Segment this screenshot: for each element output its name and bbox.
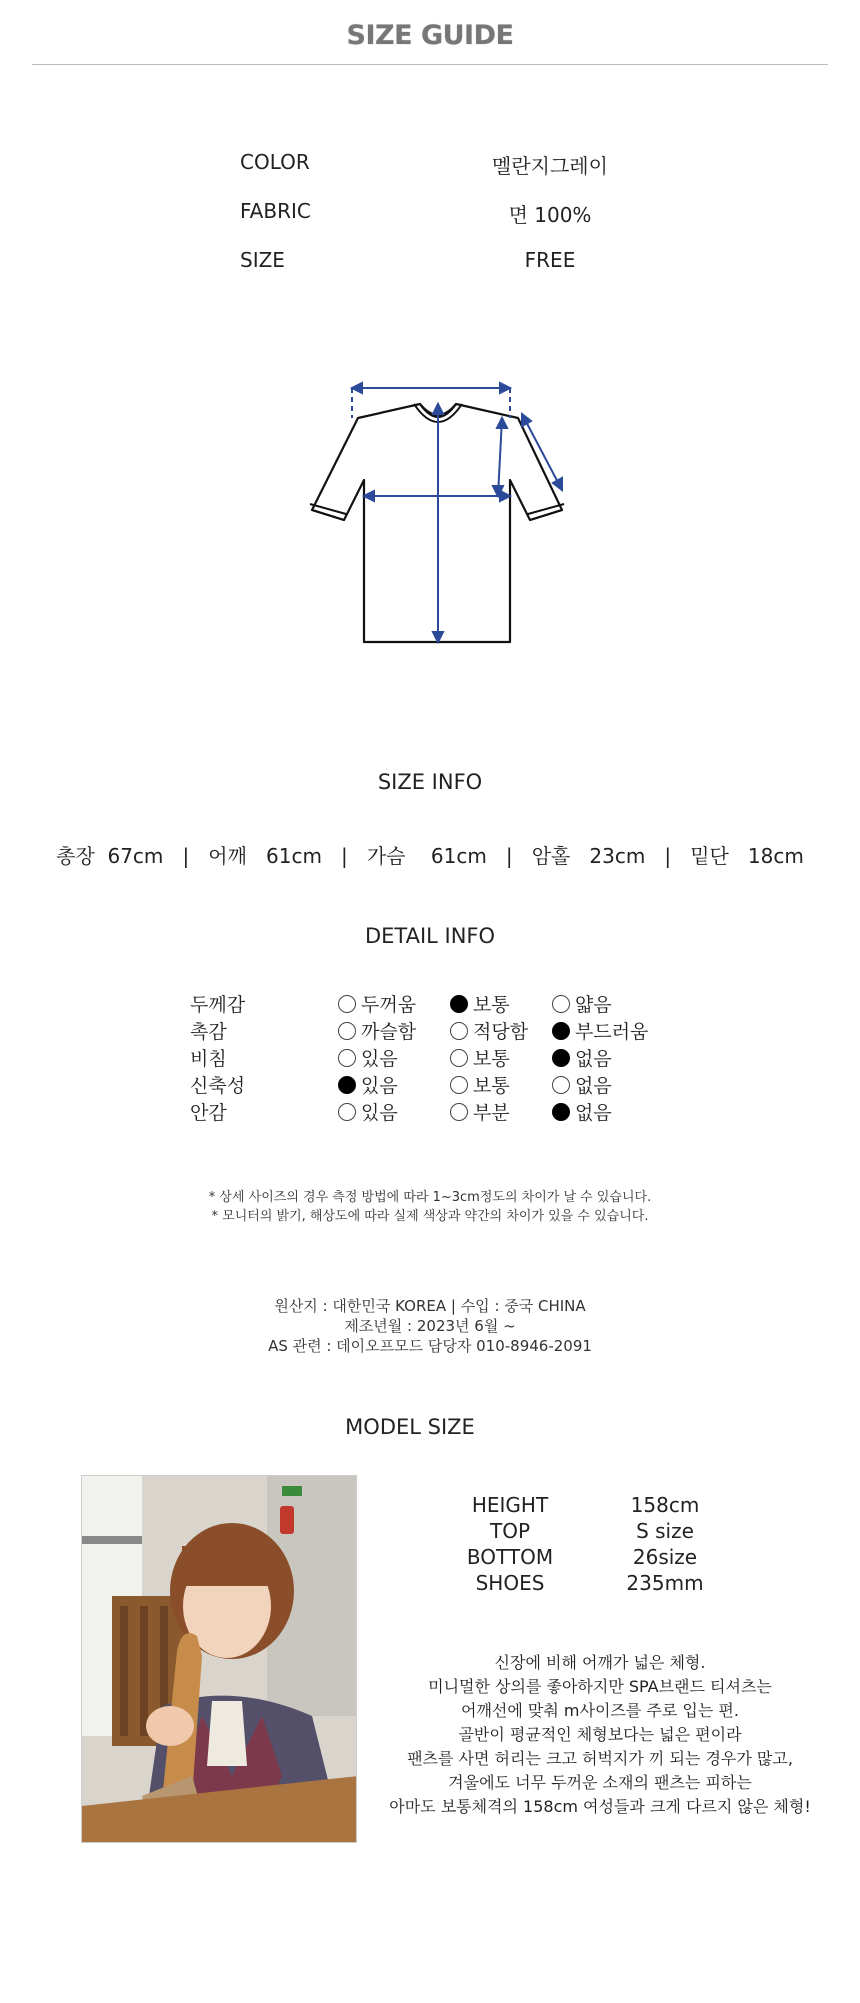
origin-country: 원산지 : 대한민국 KOREA | 수입 : 중국 CHINA [274,1297,586,1315]
size-info-title: SIZE INFO [377,770,483,794]
detail-option-label: 있음 [361,1075,398,1097]
model-photo [81,1475,357,1843]
detail-option-label: 부분 [473,1102,510,1124]
detail-option-label: 보통 [473,1048,510,1070]
detail-option [450,990,510,1017]
detail-option [450,1044,510,1071]
detail-option [552,990,612,1017]
spec-label-fabric: FABRIC [240,199,311,223]
spec-value-size: FREE [524,248,576,272]
detail-option-label: 보통 [473,1075,510,1097]
radio-empty-icon [338,995,356,1013]
detail-option [338,1017,416,1044]
radio-empty-icon [450,1022,468,1040]
manufacture-date: 제조년월 : 2023년 6월 ~ [344,1317,516,1335]
spec-value-color: 멜란지그레이 [492,154,608,178]
detail-option [552,1071,612,1098]
detail-label: 신축성 [190,1075,246,1097]
detail-option-label: 없음 [575,1048,612,1070]
detail-option-label: 없음 [575,1102,612,1124]
detail-label: 촉감 [190,1021,227,1043]
radio-empty-icon [450,1103,468,1121]
detail-option [338,1044,398,1071]
note-measurement: * 상세 사이즈의 경우 측정 방법에 따라 1~3cm정도의 차이가 날 수 있습니다. [208,1190,652,1205]
detail-option [450,1071,510,1098]
detail-label: 두께감 [190,994,246,1016]
detail-option-label: 없음 [575,1075,612,1097]
model-size-title: MODEL SIZE [345,1415,475,1439]
detail-label: 안감 [190,1102,227,1124]
detail-option [552,1044,612,1071]
note-monitor: * 모니터의 밝기, 해상도에 따라 실제 색상과 약간의 차이가 있을 수 있습니다. [211,1209,649,1224]
detail-option-label: 적당함 [473,1021,529,1043]
radio-empty-icon [450,1049,468,1067]
model-stat-bottom-label: BOTTOM [466,1545,554,1569]
radio-empty-icon [338,1103,356,1121]
tshirt-measurement-diagram [300,370,590,650]
model-description-line: 겨울에도 너무 두꺼운 소재의 팬츠는 피하는 [448,1773,752,1792]
radio-empty-icon [338,1049,356,1067]
model-description-line: 어깨선에 맞춰 m사이즈를 주로 입는 편. [461,1701,739,1720]
detail-option-label: 두꺼움 [361,994,417,1016]
spec-value-fabric: 면 100% [508,203,592,227]
detail-option [552,1017,648,1044]
model-photo-image [82,1476,357,1843]
detail-option [338,1071,398,1098]
radio-filled-icon [552,1022,570,1040]
model-stat-shoes-label: SHOES [475,1571,545,1595]
detail-option-label: 까슬함 [361,1021,417,1043]
model-stat-top-label: TOP [489,1519,531,1543]
detail-info-title: DETAIL INFO [364,924,496,948]
detail-option [450,1098,510,1125]
radio-empty-icon [552,1076,570,1094]
model-description-line: 팬츠를 사면 허리는 크고 허벅지가 끼 되는 경우가 많고, [407,1749,793,1768]
detail-option [552,1098,612,1125]
detail-option-label: 보통 [473,994,510,1016]
spec-label-color: COLOR [240,150,310,174]
detail-option-label: 있음 [361,1102,398,1124]
model-description-line: 신장에 비해 어깨가 넓은 체형. [494,1653,706,1672]
model-description-line: 미니멀한 상의를 좋아하지만 SPA브랜드 티셔츠는 [428,1677,772,1696]
detail-option [450,1017,528,1044]
radio-filled-icon [552,1103,570,1121]
detail-option-label: 얇음 [575,994,612,1016]
size-info-measurements: 총장 67cm | 어깨 61cm | 가슴 61cm | 암홀 23cm | 밑단 18cm [56,844,804,868]
detail-option [338,990,416,1017]
model-stat-height-value: 158cm [630,1493,700,1517]
detail-option [338,1098,398,1125]
radio-filled-icon [552,1049,570,1067]
spec-label-size: SIZE [240,248,285,272]
detail-label: 비침 [190,1048,227,1070]
radio-empty-icon [338,1022,356,1040]
radio-filled-icon [450,995,468,1013]
model-description-line: 골반이 평균적인 체형보다는 넓은 편이라 [458,1725,742,1744]
model-stat-shoes-value: 235mm [626,1571,704,1595]
radio-filled-icon [338,1076,356,1094]
detail-option-label: 부드러움 [575,1021,649,1043]
as-contact: AS 관련 : 데이오프모드 담당자 010-8946-2091 [268,1337,592,1355]
model-stat-height-label: HEIGHT [471,1493,549,1517]
detail-option-label: 있음 [361,1048,398,1070]
model-description-line: 아마도 보통체격의 158cm 여성들과 크게 다르지 않은 체형! [389,1797,811,1816]
header-divider [32,64,828,65]
model-stat-bottom-value: 26size [632,1545,698,1569]
size-guide-title: SIZE GUIDE [346,20,514,51]
radio-empty-icon [450,1076,468,1094]
model-stat-top-value: S size [636,1519,694,1543]
radio-empty-icon [552,995,570,1013]
